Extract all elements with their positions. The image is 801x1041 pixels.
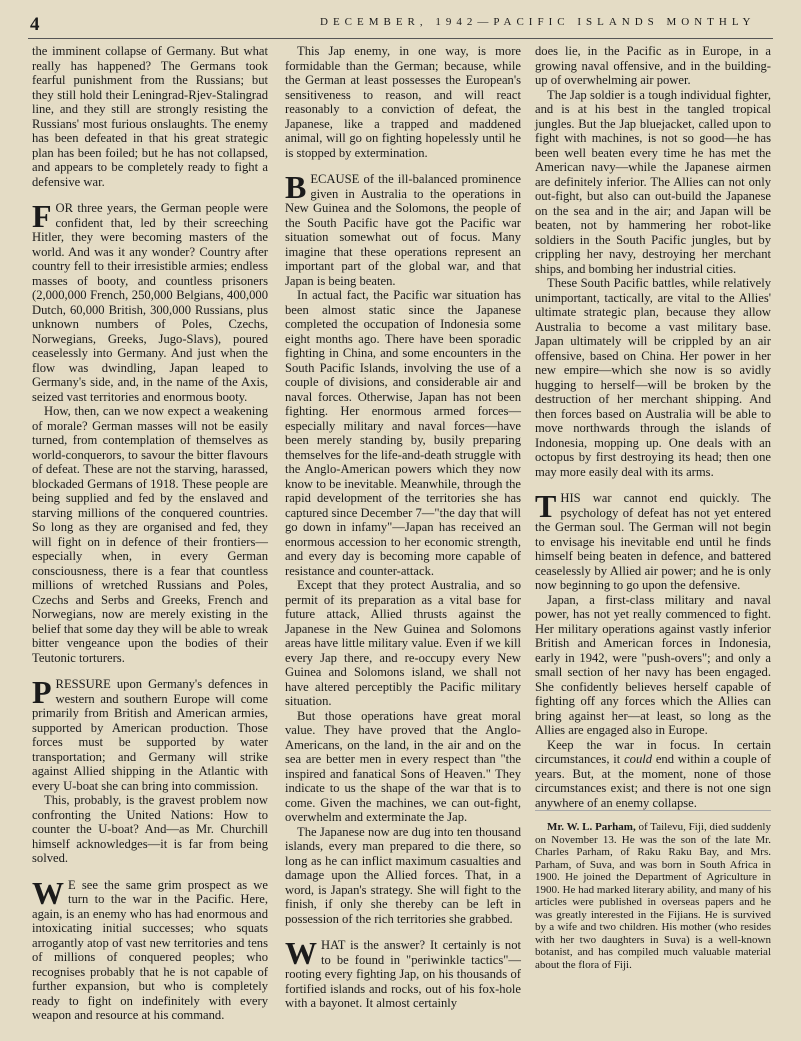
paragraph: In actual fact, the Pacific war situation has been almost static since the Japanese completed the occupation of Indonesia some eight months ago. There have been sporadic fighting in China, and some encounters in the South Pacific Islands, involving the use of a couple of divisions, and considerable air and naval forces. Otherwise, Japan has not been fighting. Her enormous armed forces—especially military and naval forces—have been merely standing by, busily preparing themselves for the life-and-death struggle with the Anglo-American powers which they now know to be inevitable. Meanwhile, through the rapid development of the territories she has captured since December 7—"the day that will go down in infamy"—Japan has received an enormous accession to her economic strength, and every day is becoming more capable of resistance and counter-attack. [285,288,521,578]
drop-cap: T [535,488,557,524]
paragraph-text: OR three years, the German people were confident that, led by their screeching Hitler, they were becoming masters of the world. And was it any wonder? Country after country fell to their irresistible armies; endless masses of booty, and countless prisoners (2,000,000 French, 250,000 Belgians, 400,000 Dutch, 60,000 British, 300,000 Russians, plus unknown numbers of Poles, Czechs, Norwegians, Greeks, Jugo-Slavs), poured ceaselessly into Germany. And just when the flow was dwindling, Japan leaped to Germany's side, and, in the name of the Axis, seized vast territories and enormous booty. [32,201,268,404]
drop-cap: B [285,169,307,205]
drop-cap: W [32,874,64,911]
obituary-text: of Tailevu, Fiji, died suddenly on November 13. He was the son of the late Mr. Charles Parham, of Raku Raku Bay, and Mrs. Parham, of Suva, and was born in South Africa in 1900. He joined the Department of Agriculture in 1900. He had marked literary ability, and many of his articles were published in overseas papers and he was greatly interested in the Fijians. He is survived by a wife and two children. His mother (who resides with her two daughters in Suva) is a well-known botanist, and has compiled much valuable material about the flora of Fiji. [535,821,771,971]
running-title: DECEMBER, 1942—PACIFIC ISLANDS MONTHLY [320,16,756,28]
paragraph: Except that they protect Australia, and so permit of its preparation as a vital base for future attack, Allied thrusts against the Japanese in the New Guinea and Solomons areas have little military value. Even if we kill every Jap there, and re-occupy every New Guinea and Solomons island, we shall not have altered perceptibly the Pacific military situation. [285,578,521,708]
paragraph: the imminent collapse of Germany. But what really has happened? The Germans took fearful punishment from the Russians; but they still hold their Leningrad-Rjev-Stalingrad line, and they still are strongly resisting the Russians' most furious onslaughts. The enemy has been defeated in that his great strategic plan has been foiled; but he has not collapsed, and appears to be completely ready to fight a defensive war. [32,44,268,189]
paragraph [285,935,521,1011]
paragraph [535,738,771,811]
paragraph [32,874,268,1023]
paragraph: How, then, can we now expect a weakening of morale? German masses will not be easily turned, from contemplation of themselves as world-conquerors, to savour the bitter flavours of defeat. These are not the starving, harassed, blockaded Germans of 1918. These people are being supplied and fed by the enslaved and starving millions of the conquered countries. So long as they are organised and fed, they will fight on in defence of their frontiers—especially when, in every German consciousness, there is a fear that countless millions of wretched Russians and Poles, Czechs and Serbs and Greeks, French and Norwegians, now are merely existing in the belief that some day they will be able to wreak bitter vengeance upon the bodies of their Teutonic torturers. [32,404,268,665]
paragraph-text: Keep the war in focus. In certain circumstances, it [535,737,771,766]
column-1 [32,44,268,1023]
column-3 [535,44,771,971]
paragraph: These South Pacific battles, while relatively unimportant, tactically, are vital to the Allies' ultimate strategic plan, because they allow Australia to become a vast military base. Japan ultimately will be crippled by an air offensive, based on China. Her power in her new empire—which she now is so avidly hugging to herself—will be broken by the destruction of her merchant shipping. And then forces based on Australia will be able to move northwards through the islands of Indonesia, mopping up. One deals with an octopus by first destroying its head; then one may more easily deal with its arms. [535,276,771,479]
page-number: 4 [30,14,40,35]
paragraph: does lie, in the Pacific as in Europe, in a growing naval offensive, and in the building-up of overwhelming air power. [535,44,771,87]
paragraph: The Jap soldier is a tough individual fighter, and is at his best in the tangled tropical jungles. But the Jap bluejacket, called upon to fight with machines, is not so good—he has been well beaten every time he has met the American navy—while the Japanese airmen are definitely inferior. The Allies can not only out-fight, but also can out-build the Japanese on the sea and in the air; and Japan will be beaten, not by hammering her robot-like soldiers in the South Pacific jungles, but by crippling her navy, destroying her merchant ships, and bombing her industrial cities. [535,87,771,276]
emphasis: could [624,752,653,766]
paragraph: This, probably, is the gravest problem now confronting the United Nations: How to counter the U-boat? And—as Mr. Churchill himself acknowledges—it is far from being solved. [32,793,268,865]
paragraph: Japan, a first-class military and naval power, has not yet really commenced to fight. Her military operations against vastly inferior British and American forces in Indonesia, early in 1942, were "push-overs"; and only a small section of her navy has been engaged. She confidently believes herself capable of fighting off any forces which the Allies can bring against her—at least, so long as the Allies are engaged also in Europe. [535,592,771,737]
paragraph [32,198,268,404]
paragraph-text: HAT is the answer? It certainly is not to be found in "periwinkle tactics"—rooting every fighting Jap, on his thousands of fortified islands and rocks, out of his fox-hole with a bayonet. It almost certainly [285,938,521,1010]
paragraph: This Jap enemy, in one way, is more formidable than the German; because, while the German at least possesses the European's sensitiveness to reason, and will react reasonably to a conviction of defeat, the Japanese, like a trapped and maddened animal, will go on fighting hopelessly until he is stopped by extermination. [285,44,521,160]
paragraph-text: end within a couple of years. But, at the moment, none of those circumstances exist; and there is not one sign anywhere of an enemy collapse. [535,752,771,810]
drop-cap: F [32,198,52,234]
drop-cap: P [32,674,52,710]
paragraph-text: E see the same grim prospect as we turn to the war in the Pacific. Here, again, is an enemy who has had enormous and intoxicating initial successes; who squats arrogantly atop of vast new territories and tens of millions of conquered peoples; who recognises probably that he is not capable of further expansion, but who is completely ready to fight on indefinitely with every weapon and resource at his command. [32,877,268,1022]
paragraph [285,169,521,288]
obituary-name: Mr. W. L. Parham, [547,821,636,833]
drop-cap: W [285,935,317,971]
paragraph [32,674,268,793]
header-rule [28,38,773,39]
paragraph-text: HIS war cannot end quickly. The psychology of defeat has not yet entered the German soul. The German will not begin to envisage his inevitable end until he finds himself being beaten in defence, and battered ceaselessly by Allied air power; and he is only now beginning to go upon the defensive. [535,491,771,592]
paragraph: The Japanese now are dug into ten thousand islands, every man prepared to die there, so long as he can inflict maximum casualties and damage upon the Allied forces. That, in a word, is Japan's strategy. She will fight to the finish, if only she thereby can be left in possession of the rich territories she grabbed. [285,824,521,926]
paragraph-text: RESSURE upon Germany's defences in western and southern Europe will come primarily from British and American armies, supported by American production. Those forces must be supported by water transportation; and Germany will strike against Allied shipping in the Atlantic with every U-boat she can bring into commission. [32,677,268,793]
obituary-notice [535,810,771,971]
paragraph: But those operations have great moral value. They have proved that the Anglo-Americans, on the land, in the air and on the sea are better men in every respect than "the inspired and fanatical Sons of Heaven." They indicate to us the shape of the war that is to come. Given the machines, we can out-fight, overwhelm and exterminate the Jap. [285,708,521,824]
column-2 [285,44,521,1011]
paragraph-text: ECAUSE of the ill-balanced prominence given in Australia to the operations in New Guinea and the Solomons, the people of the South Pacific have got the Pacific war situation somewhat out of focus. Many imagine that these operations represent an important part of the global war, and that Japan is being beaten. [285,172,521,288]
paragraph [535,488,771,593]
